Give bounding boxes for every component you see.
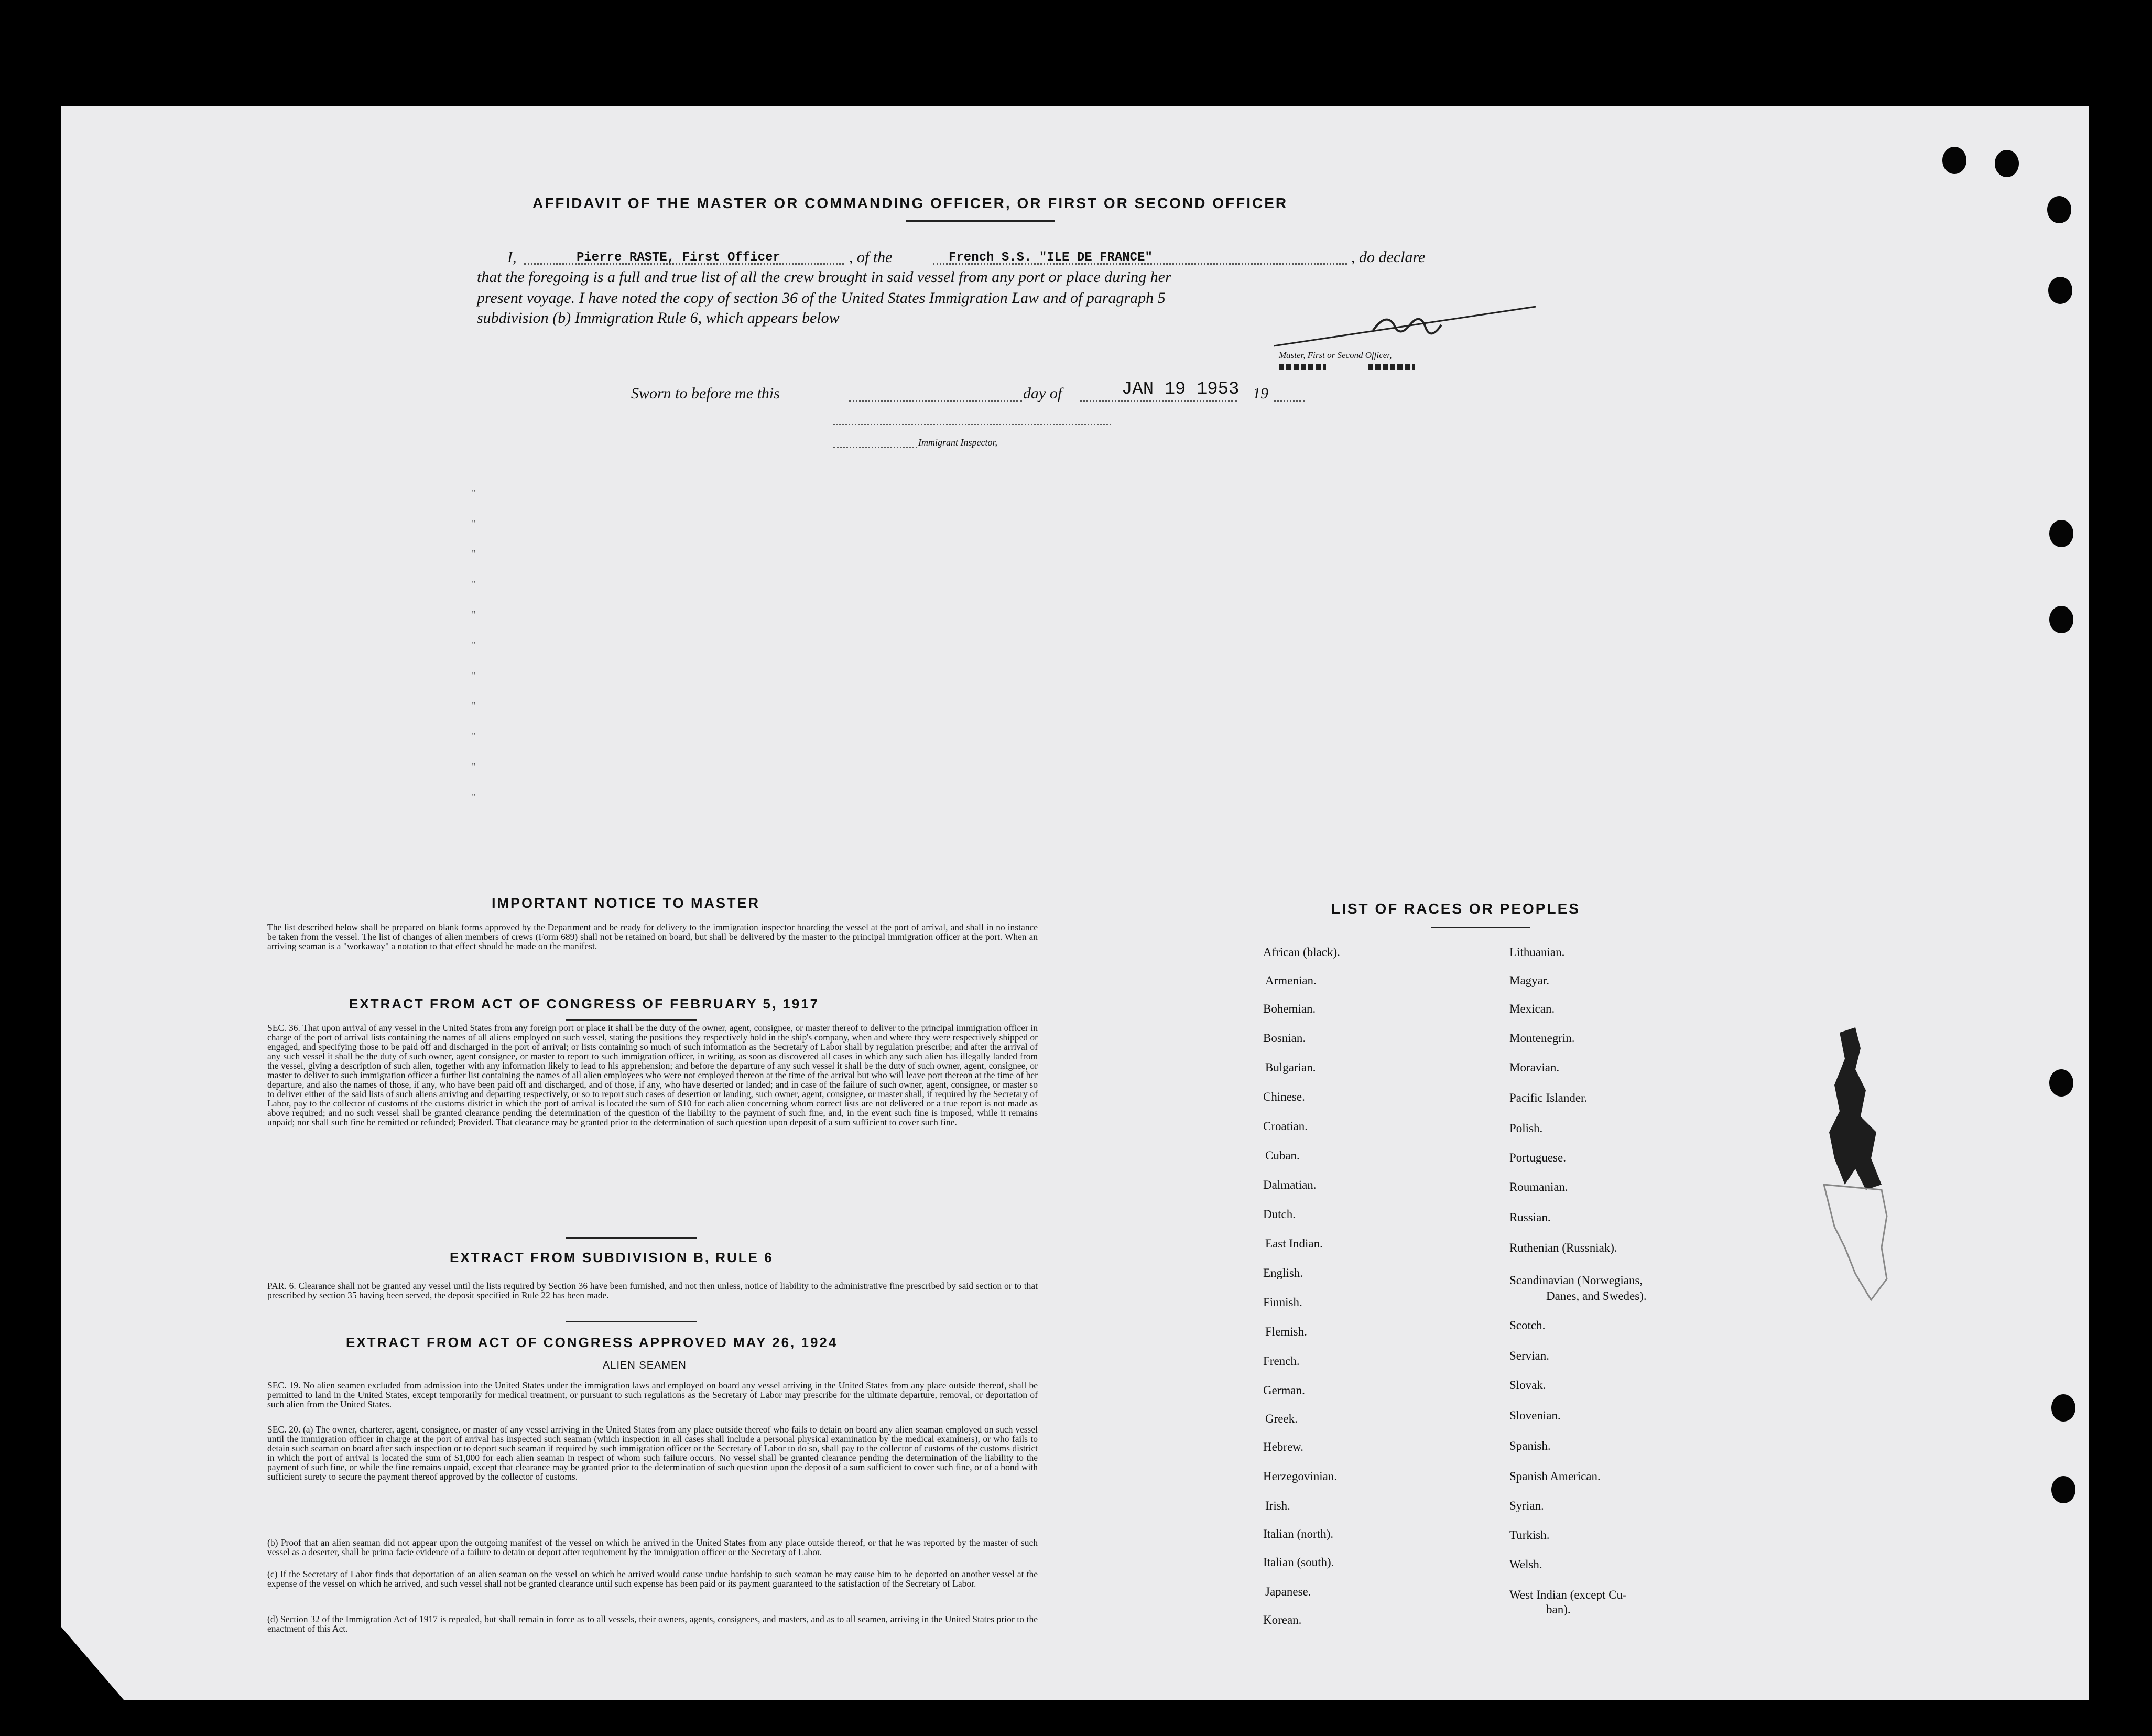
punch-hole	[2051, 1476, 2075, 1503]
sec20b-text: (b) Proof that an alien seaman did not appear upon the outgoing manifest of the vessel on which he arrived in the United States from any place outside thereof, or that he was reported by the master of such vessel as a deserter, shall be prima facie evidence of a failure to detain or deport after requirement by the immigration officer or the Secretary of Labor.	[267, 1537, 1038, 1557]
inspector-signature-line	[833, 424, 1111, 425]
race-item: Russian.	[1509, 1211, 1551, 1224]
notice-title: IMPORTANT NOTICE TO MASTER	[492, 895, 760, 911]
alien-seamen-subtitle: ALIEN SEAMEN	[603, 1360, 687, 1371]
ditto-mark: "	[472, 609, 476, 621]
race-item: Italian (north).	[1263, 1527, 1334, 1540]
punch-hole	[1995, 150, 2019, 177]
ditto-mark: "	[472, 670, 476, 681]
struck-out-text	[1279, 364, 1326, 370]
notice-text: The list described below shall be prepared on blank forms approved by the Department and be ready for delivery to the immigration inspector boarding the vessel at the port of arrival, and shall in no instance be taken from the vessel. The list of changes of alien members of crews (Form 689) shall not be retained on board, but shall be delivered by the master to the principal immigration officer at the port. When an arriving seaman is a "workaway" a notation to that effect should be made on the manifest.	[267, 922, 1038, 951]
race-item: Polish.	[1509, 1122, 1543, 1135]
officer-signature	[1274, 301, 1546, 354]
ditto-mark: "	[472, 548, 476, 560]
ditto-mark: "	[472, 761, 476, 773]
race-item: Ruthenian (Russniak).	[1509, 1241, 1617, 1254]
ditto-mark: "	[472, 579, 476, 590]
race-item: Servian.	[1509, 1349, 1550, 1362]
punch-hole	[2049, 606, 2073, 633]
race-item: Herzegovinian.	[1263, 1470, 1338, 1483]
race-item: Croatian.	[1263, 1120, 1308, 1133]
inspector-label: Immigrant Inspector,	[918, 437, 997, 448]
paper-tear-mark	[1803, 1027, 1897, 1310]
punch-hole	[2051, 1394, 2075, 1422]
title-underline	[906, 220, 1055, 222]
race-item: Irish.	[1265, 1499, 1290, 1512]
race-item: Dalmatian.	[1263, 1178, 1317, 1191]
day-of-label: day of	[1023, 385, 1062, 402]
race-item: Spanish American.	[1509, 1470, 1601, 1483]
race-item: Slovak.	[1509, 1379, 1546, 1392]
race-item: Slovenian.	[1509, 1409, 1561, 1422]
race-item: Magyar.	[1509, 974, 1550, 987]
ditto-mark: "	[472, 639, 476, 651]
race-item: Bosnian.	[1263, 1032, 1306, 1045]
sec19-text: SEC. 19. No alien seamen excluded from admission into the United States under the immigration laws and employed on board any vessel arriving in the United States from any place outside thereof, shall be permitted to land in the United States, except temporarily for medical treatment, or pursuant to such regulations as the Secretary of Labor may prescribe for the ultimate departure, removal, or deportation of such alien from the United States.	[267, 1380, 1038, 1409]
race-item: Mexican.	[1509, 1002, 1555, 1015]
affidavit-line-4: subdivision (b) Immigration Rule 6, which appears below	[477, 309, 840, 327]
vessel-name: French S.S. "ILE DE FRANCE"	[949, 251, 1153, 265]
ditto-mark: "	[472, 518, 476, 529]
races-title-underline	[1431, 927, 1530, 928]
race-item: French.	[1263, 1354, 1300, 1368]
extract-1917-underline	[566, 1019, 697, 1021]
races-title: LIST OF RACES OR PEOPLES	[1331, 900, 1580, 917]
sworn-year-line	[1274, 400, 1305, 402]
punch-hole	[2048, 277, 2072, 304]
race-item: Danes, and Swedes).	[1546, 1289, 1647, 1303]
punch-hole	[2047, 196, 2071, 223]
struck-out-text	[1368, 364, 1415, 370]
officer-caption: Master, First or Second Officer,	[1279, 350, 1392, 360]
race-item: Spanish.	[1509, 1439, 1551, 1452]
race-item: East Indian.	[1265, 1237, 1323, 1250]
punch-hole	[1942, 147, 1966, 174]
race-item: Flemish.	[1265, 1325, 1307, 1338]
race-item: Italian (south).	[1263, 1556, 1334, 1569]
race-item: German.	[1263, 1384, 1305, 1397]
race-item: Turkish.	[1509, 1528, 1550, 1542]
race-item: Greek.	[1265, 1412, 1298, 1425]
race-item: Moravian.	[1509, 1061, 1560, 1074]
race-item: Portuguese.	[1509, 1151, 1566, 1164]
race-item: Japanese.	[1265, 1585, 1311, 1598]
extract-rule6-text: PAR. 6. Clearance shall not be granted any vessel until the lists required by Section 36 have been furnished, and not then unless, notice of liability to the administrative fine prescribed by said section or to that prescribed by section 35 having been served, the deposit specified in Rule 22 has been made.	[267, 1281, 1038, 1300]
race-item: Armenian.	[1265, 974, 1317, 987]
extract-1917-text: SEC. 36. That upon arrival of any vessel in the United States from any foreign port or place it shall be the duty of the owner, agent, consignee, or master thereof to deliver to the principal immigration officer in charge of the port of arrival lists containing the names of all aliens employed on such vessel, stating the positions they respectively hold in the ship's company, when and where they were respectively shipped or engaged, and specifying those to be paid off and discharged in the port of arrival; or lists containing so much of such information as the Secretary of Labor shall by regulation prescribe; and after the arrival of any such vessel it shall be the duty of such owner, agent consignee, or master to report to such immigration officer, in writing, as soon as discovered all cases in which any such alien has illegally landed from the vessel, giving a description of such alien, together with any information likely to lead to his apprehension; and before the departure of any such vessel it shall be the duty of such owner, agent, consignee, or master to deliver to such immigration officer a further list containing the names of all alien employees who were not employed thereon at the time of the arrival but who will leave port thereon at the time of her departure, and also the names of those, if any, who have been paid off and discharged, and of those, if any, who have deserted or landed; and in case of the failure of such owner, agent, consignee, or master so to deliver either of the said lists of such aliens arriving and departing respectively, or so to report such cases of desertion or landing, such owner, agent, consignee, or master shall, if required by the Secretary of Labor, pay to the collector of customs of the customs district in which the port of arrival is located the sum of $10 for each alien concerning whom correct lists are not delivered or a true report is not made as above required; and no such vessel shall be granted clearance pending the determination of the question of the liability to the payment of such fine, and, in the event such fine is imposed, while it remains unpaid; nor shall such fine be remitted or refunded; Provided. That clearance may be granted prior to the determination of such question upon deposit of a sum sufficient to cover such fine.	[267, 1023, 1038, 1127]
do-declare-label: , do declare	[1351, 248, 1426, 266]
race-item: Syrian.	[1509, 1499, 1544, 1512]
sec20c-text: (c) If the Secretary of Labor finds that deportation of an alien seaman on the vessel on which he arrived would cause undue hardship to such seaman he may cause him to be deported on another vessel at the expense of the vessel on which he arrived, and such vessel shall not be granted clearance until such expense has been paid or its payment guaranteed to the satisfaction of the Secretary of Labor.	[267, 1569, 1038, 1589]
inspector-name-line	[833, 447, 917, 448]
race-item: Scotch.	[1509, 1319, 1546, 1332]
extract-1924-title: EXTRACT FROM ACT OF CONGRESS APPROVED MAY 26, 1924	[346, 1334, 838, 1350]
affidavit-line-2: that the foregoing is a full and true list of all the crew brought in said vessel from any port or place during her	[477, 268, 1171, 286]
ditto-mark: "	[472, 731, 476, 742]
affidavit-i-label: I,	[507, 248, 517, 266]
sworn-label: Sworn to before me this	[631, 385, 780, 402]
sworn-month-line	[1080, 400, 1237, 402]
sec20a-text: SEC. 20. (a) The owner, charterer, agent, consignee, or master of any vessel arriving in the United States from any place outside thereof who fails to detain on board any alien seaman employed on such vessel until the immigration officer in charge at the port of arrival has inspected such seaman (which inspection in all cases shall include a personal physical examination by the medical examiners), or who fails to detain such seaman on board after such inspection or to deport such seaman if required by such immigration officer or the Secretary of Labor to do so, shall pay to the collector of customs of the customs district in which the port of arrival is located the sum of $1,000 for each alien seaman in respect of whom such failure occurs. No vessel shall be granted clearance pending the determination of the liability to the payment of such fine, or while the fine remains unpaid, except that clearance may be granted prior to the determination of such question upon the deposit of a sum sufficient to cover such fine, or of a bond with sufficient surety to secure the payment thereof approved by the collector of customs.	[267, 1424, 1038, 1482]
race-item: Scandinavian (Norwegians,	[1509, 1274, 1643, 1287]
race-item: Pacific Islander.	[1509, 1091, 1588, 1104]
sec20d-text: (d) Section 32 of the Immigration Act of 1917 is repealed, but shall remain in force as to all vessels, their owners, agents, consignees, and masters, and as to all seamen, arriving in the United States prior to the enactment of this Act.	[267, 1614, 1038, 1634]
race-item: Lithuanian.	[1509, 946, 1565, 959]
race-item: Korean.	[1263, 1613, 1302, 1626]
race-item: Roumanian.	[1509, 1180, 1568, 1194]
race-item: English.	[1263, 1266, 1303, 1279]
year-prefix: 19	[1253, 385, 1268, 402]
race-item: ban).	[1546, 1603, 1571, 1616]
officer-name: Pierre RASTE, First Officer	[577, 251, 780, 265]
ditto-mark: "	[472, 791, 476, 803]
ditto-mark: "	[472, 487, 476, 499]
extract-1917-end-rule	[566, 1237, 697, 1239]
stamped-date: JAN 19 1953	[1122, 379, 1240, 399]
affidavit-title: AFFIDAVIT OF THE MASTER OR COMMANDING OFFICER, OR FIRST OR SECOND OFFICER	[532, 195, 1288, 211]
punch-hole	[2049, 520, 2073, 547]
extract-rule6-title: EXTRACT FROM SUBDIVISION B, RULE 6	[450, 1250, 774, 1265]
ditto-mark: "	[472, 700, 476, 712]
race-item: Cuban.	[1265, 1149, 1300, 1162]
extract-1917-title: EXTRACT FROM ACT OF CONGRESS OF FEBRUARY 5, 1917	[349, 996, 820, 1012]
punch-hole	[2049, 1069, 2073, 1097]
affidavit-line-3: present voyage. I have noted the copy of section 36 of the United States Immigration Law and of paragraph 5	[477, 289, 1166, 307]
of-the-label: , of the	[849, 248, 893, 266]
race-item: Welsh.	[1509, 1558, 1542, 1571]
race-item: Chinese.	[1263, 1090, 1305, 1103]
race-item: African (black).	[1263, 946, 1340, 959]
race-item: Finnish.	[1263, 1296, 1302, 1309]
race-item: Dutch.	[1263, 1208, 1296, 1221]
race-item: Hebrew.	[1263, 1440, 1304, 1453]
race-item: West Indian (except Cu-	[1509, 1588, 1627, 1601]
race-item: Montenegrin.	[1509, 1032, 1575, 1045]
sworn-day-line	[849, 400, 1022, 402]
race-item: Bulgarian.	[1265, 1061, 1316, 1074]
race-item: Bohemian.	[1263, 1002, 1316, 1015]
extract-rule6-end-rule	[566, 1321, 697, 1322]
